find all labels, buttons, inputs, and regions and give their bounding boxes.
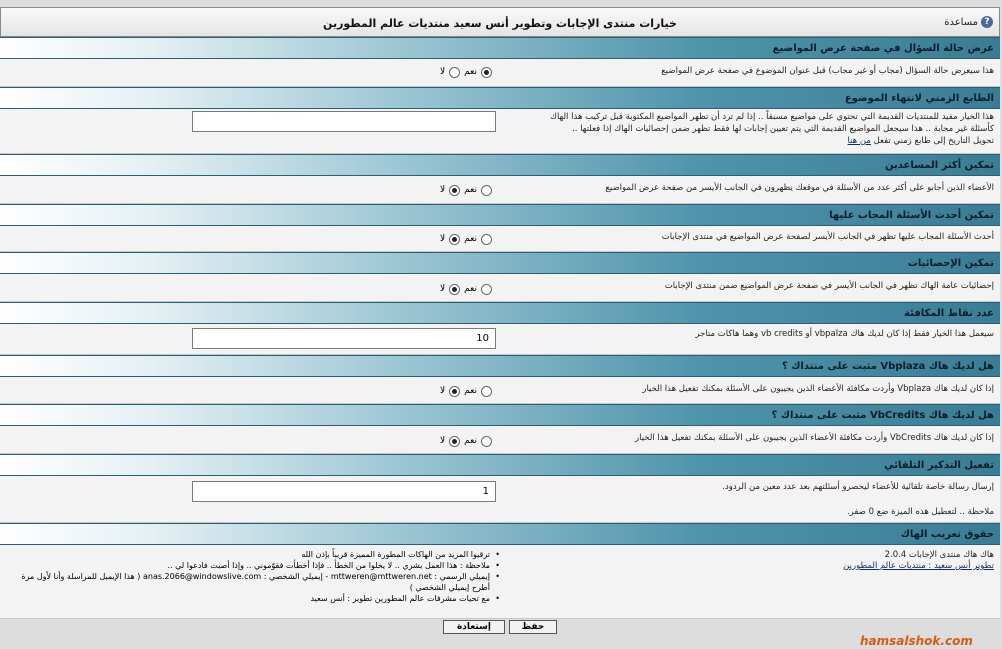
radio-no[interactable]: [449, 67, 460, 78]
section-header-reward-points: [0, 302, 1000, 324]
radio-no-label[interactable]: لا: [440, 386, 446, 396]
window-title: خيارات منتدى الإجابات وتطوير أنس سعيد منتديات عالم المطورين: [323, 17, 677, 30]
section-title: حقوق تعريب الهاك: [900, 529, 994, 540]
option-description: إحصائيات عامة الهاك تظهر في الجانب الأيسر في صفحة عرض المواضيع ضمن منتدى الإجابات: [664, 281, 994, 291]
auto-reminder-input[interactable]: 1: [192, 481, 496, 502]
help-icon[interactable]: ?: [981, 16, 993, 28]
option-row-vbplaza: [0, 377, 1000, 404]
option-row-vbcredits: [0, 426, 1000, 454]
credit-note: • مع تحيات مشرفات عالم المطورين تطوير : أنس سعيد: [6, 593, 500, 604]
radio-group-statistics[interactable]: [434, 282, 492, 296]
option-description: هذا سيعرض حالة السؤال (مجاب أو غير مجاب) قبل عنوان الموضوع في صفحة عرض المواضيع: [661, 66, 994, 76]
radio-no[interactable]: [449, 386, 460, 397]
radio-yes-label[interactable]: نعم: [464, 284, 477, 294]
option-description: إذا كان لديك هاك VbCredits وأردت مكافئة الأعضاء الذين يجيبون على الأسئلة بمكنك تفعيل هذا الخيار: [635, 433, 994, 443]
option-row-top-helpers: [0, 176, 1000, 204]
radio-yes[interactable]: [481, 284, 492, 295]
desc-line: كأسئلة غير مجابة .. هذا سيجعل المواضيع القديمة التي يتم تعيين إجابات لها فقط تظهر ضمن إحصائيات الهاك إذا فعلتها ..: [572, 124, 994, 134]
section-header-latest-answered: [0, 204, 1000, 226]
option-description: أحدث الأسئلة المجاب عليها تظهر في الجانب الأيسر لصفحة عرض المواضيع في منتدى الإجابات: [661, 232, 994, 242]
section-title: عرض حالة السؤال في صفحة عرض المواضيع: [772, 43, 994, 54]
option-description: إذا كان لديك هاك Vbplaza وأردت مكافئة الأعضاء الذين يجيبون على الأسئلة بمكنك تفعيل هذا الخيار: [642, 384, 994, 394]
option-note: ملاحظة .. لتعطيل هذه الميزة ضع 0 صفر.: [846, 507, 994, 517]
option-description: إرسال رسالة خاصة تلقائية للأعضاء ليحصرو أسئلتهم بعد عدد معين من الردود.: [722, 482, 994, 492]
option-row-reward-points: [0, 324, 1000, 355]
author-link[interactable]: تطوير أنس سعيد : منتديات عالم المطورين: [843, 561, 994, 571]
credit-note: • ملاحظة : هذا العمل بشري .. لا يخلوا من الخطأ .. فإذا أخطأت فقوّموني .. وإذا أصبت فادعوا لي ..: [6, 560, 500, 571]
credit-note: • ترقيوا المزيد من الهاكات المطورة المميزة قريباً بإذن الله: [6, 549, 500, 560]
section-header-timestamp: [0, 87, 1000, 109]
option-row-auto-reminder: [0, 476, 1000, 523]
convert-date-link[interactable]: من هنا: [847, 136, 871, 146]
radio-no-label[interactable]: لا: [440, 234, 446, 244]
radio-yes-label[interactable]: نعم: [464, 436, 477, 446]
section-header-credits: [0, 523, 1000, 545]
desc-line: هذا الخيار مفيد للمنتديات القديمة التي تحتوي على مواضيع مسبقاً .. إذا لم ترد أن تظهر المواضيع المكتوبة قبل تركيب هذا الهاك: [549, 112, 994, 122]
option-description: [514, 111, 994, 147]
reward-points-input[interactable]: 10: [192, 328, 496, 349]
product-name: هاك هاك منتدى الإجابات 2.0.4: [884, 550, 994, 560]
section-title: تمكين الإحصائيات: [907, 258, 994, 269]
radio-yes-label[interactable]: نعم: [464, 234, 477, 244]
section-title: تمكين أحدث الأسئلة المجاب عليها: [829, 210, 994, 221]
radio-yes-label[interactable]: نعم: [464, 185, 477, 195]
option-row-timestamp: [0, 109, 1000, 154]
radio-yes[interactable]: [481, 386, 492, 397]
credit-note: • إيميلي الرسمي : mttweren@mttweren.net - إيميلي الشخصي : anas.2066@windowslive.com ( هذا الإيميل للمراسلة وأنا لأول مرة أطرح إيميلي الشخصي ): [6, 571, 500, 593]
radio-yes[interactable]: [481, 185, 492, 196]
radio-no[interactable]: [449, 436, 460, 447]
save-button[interactable]: حفظ: [509, 620, 557, 634]
help-link[interactable]: [944, 16, 993, 28]
section-title: هل لديك هاك VbCredits مثبت على منتداك ؟: [771, 410, 994, 421]
option-row-question-status: [0, 59, 1000, 87]
brand-watermark: hamsalshok.com: [860, 634, 973, 648]
option-description: سيعمل هذا الخيار فقط إذا كان لديك هاك vbpalza أو vb credits وهما هاكات متاجر: [695, 329, 994, 339]
section-title: الطابع الزمني لانتهاء الموضوع: [844, 93, 994, 104]
radio-yes[interactable]: [481, 67, 492, 78]
option-row-statistics: [0, 274, 1000, 302]
section-header-top-helpers: [0, 154, 1000, 176]
radio-yes[interactable]: [481, 234, 492, 245]
radio-no[interactable]: [449, 284, 460, 295]
section-title: عدد نقاط المكافئة: [904, 308, 994, 319]
credits-product: [843, 550, 994, 572]
section-header-auto-reminder: [0, 454, 1000, 476]
radio-group-vbcredits[interactable]: [434, 434, 492, 448]
section-title: تفعيل التذكير التلقائي: [884, 460, 994, 471]
option-row-latest-answered: [0, 226, 1000, 252]
section-header-question-status: [0, 37, 1000, 59]
section-title: تمكين أكثر المساعدين: [884, 160, 994, 171]
radio-yes-label[interactable]: نعم: [464, 386, 477, 396]
section-title: هل لديك هاك Vbplaza مثبت على منتداك ؟: [781, 361, 994, 372]
radio-no-label[interactable]: لا: [440, 436, 446, 446]
section-header-vbplaza: [0, 355, 1000, 377]
radio-no[interactable]: [449, 234, 460, 245]
radio-yes-label[interactable]: نعم: [464, 67, 477, 77]
radio-group-top-helpers[interactable]: [434, 183, 492, 197]
timestamp-input[interactable]: [192, 111, 496, 132]
radio-no-label[interactable]: لا: [440, 67, 446, 77]
credits-notes: [6, 549, 500, 604]
help-label[interactable]: مساعدة: [944, 16, 978, 28]
radio-group-latest-answered[interactable]: [434, 232, 492, 246]
title-bar: [0, 7, 1000, 37]
section-header-statistics: [0, 252, 1000, 274]
section-header-vbcredits: [0, 404, 1000, 426]
radio-no[interactable]: [449, 185, 460, 196]
radio-no-label[interactable]: لا: [440, 185, 446, 195]
desc-line: تحويل التاريخ إلى طابع زمني تفعل: [873, 136, 994, 146]
radio-group-vbplaza[interactable]: [434, 384, 492, 398]
radio-no-label[interactable]: لا: [440, 284, 446, 294]
option-description: الأعضاء الذين أجابو على أكثر عدد من الأسئلة في موقعك يظهرون في الجانب الأيسر من صفحة عرض المواضيع: [605, 183, 994, 193]
radio-group-question-status[interactable]: [434, 65, 492, 79]
reset-button[interactable]: إستعادة: [443, 620, 505, 634]
radio-yes[interactable]: [481, 436, 492, 447]
